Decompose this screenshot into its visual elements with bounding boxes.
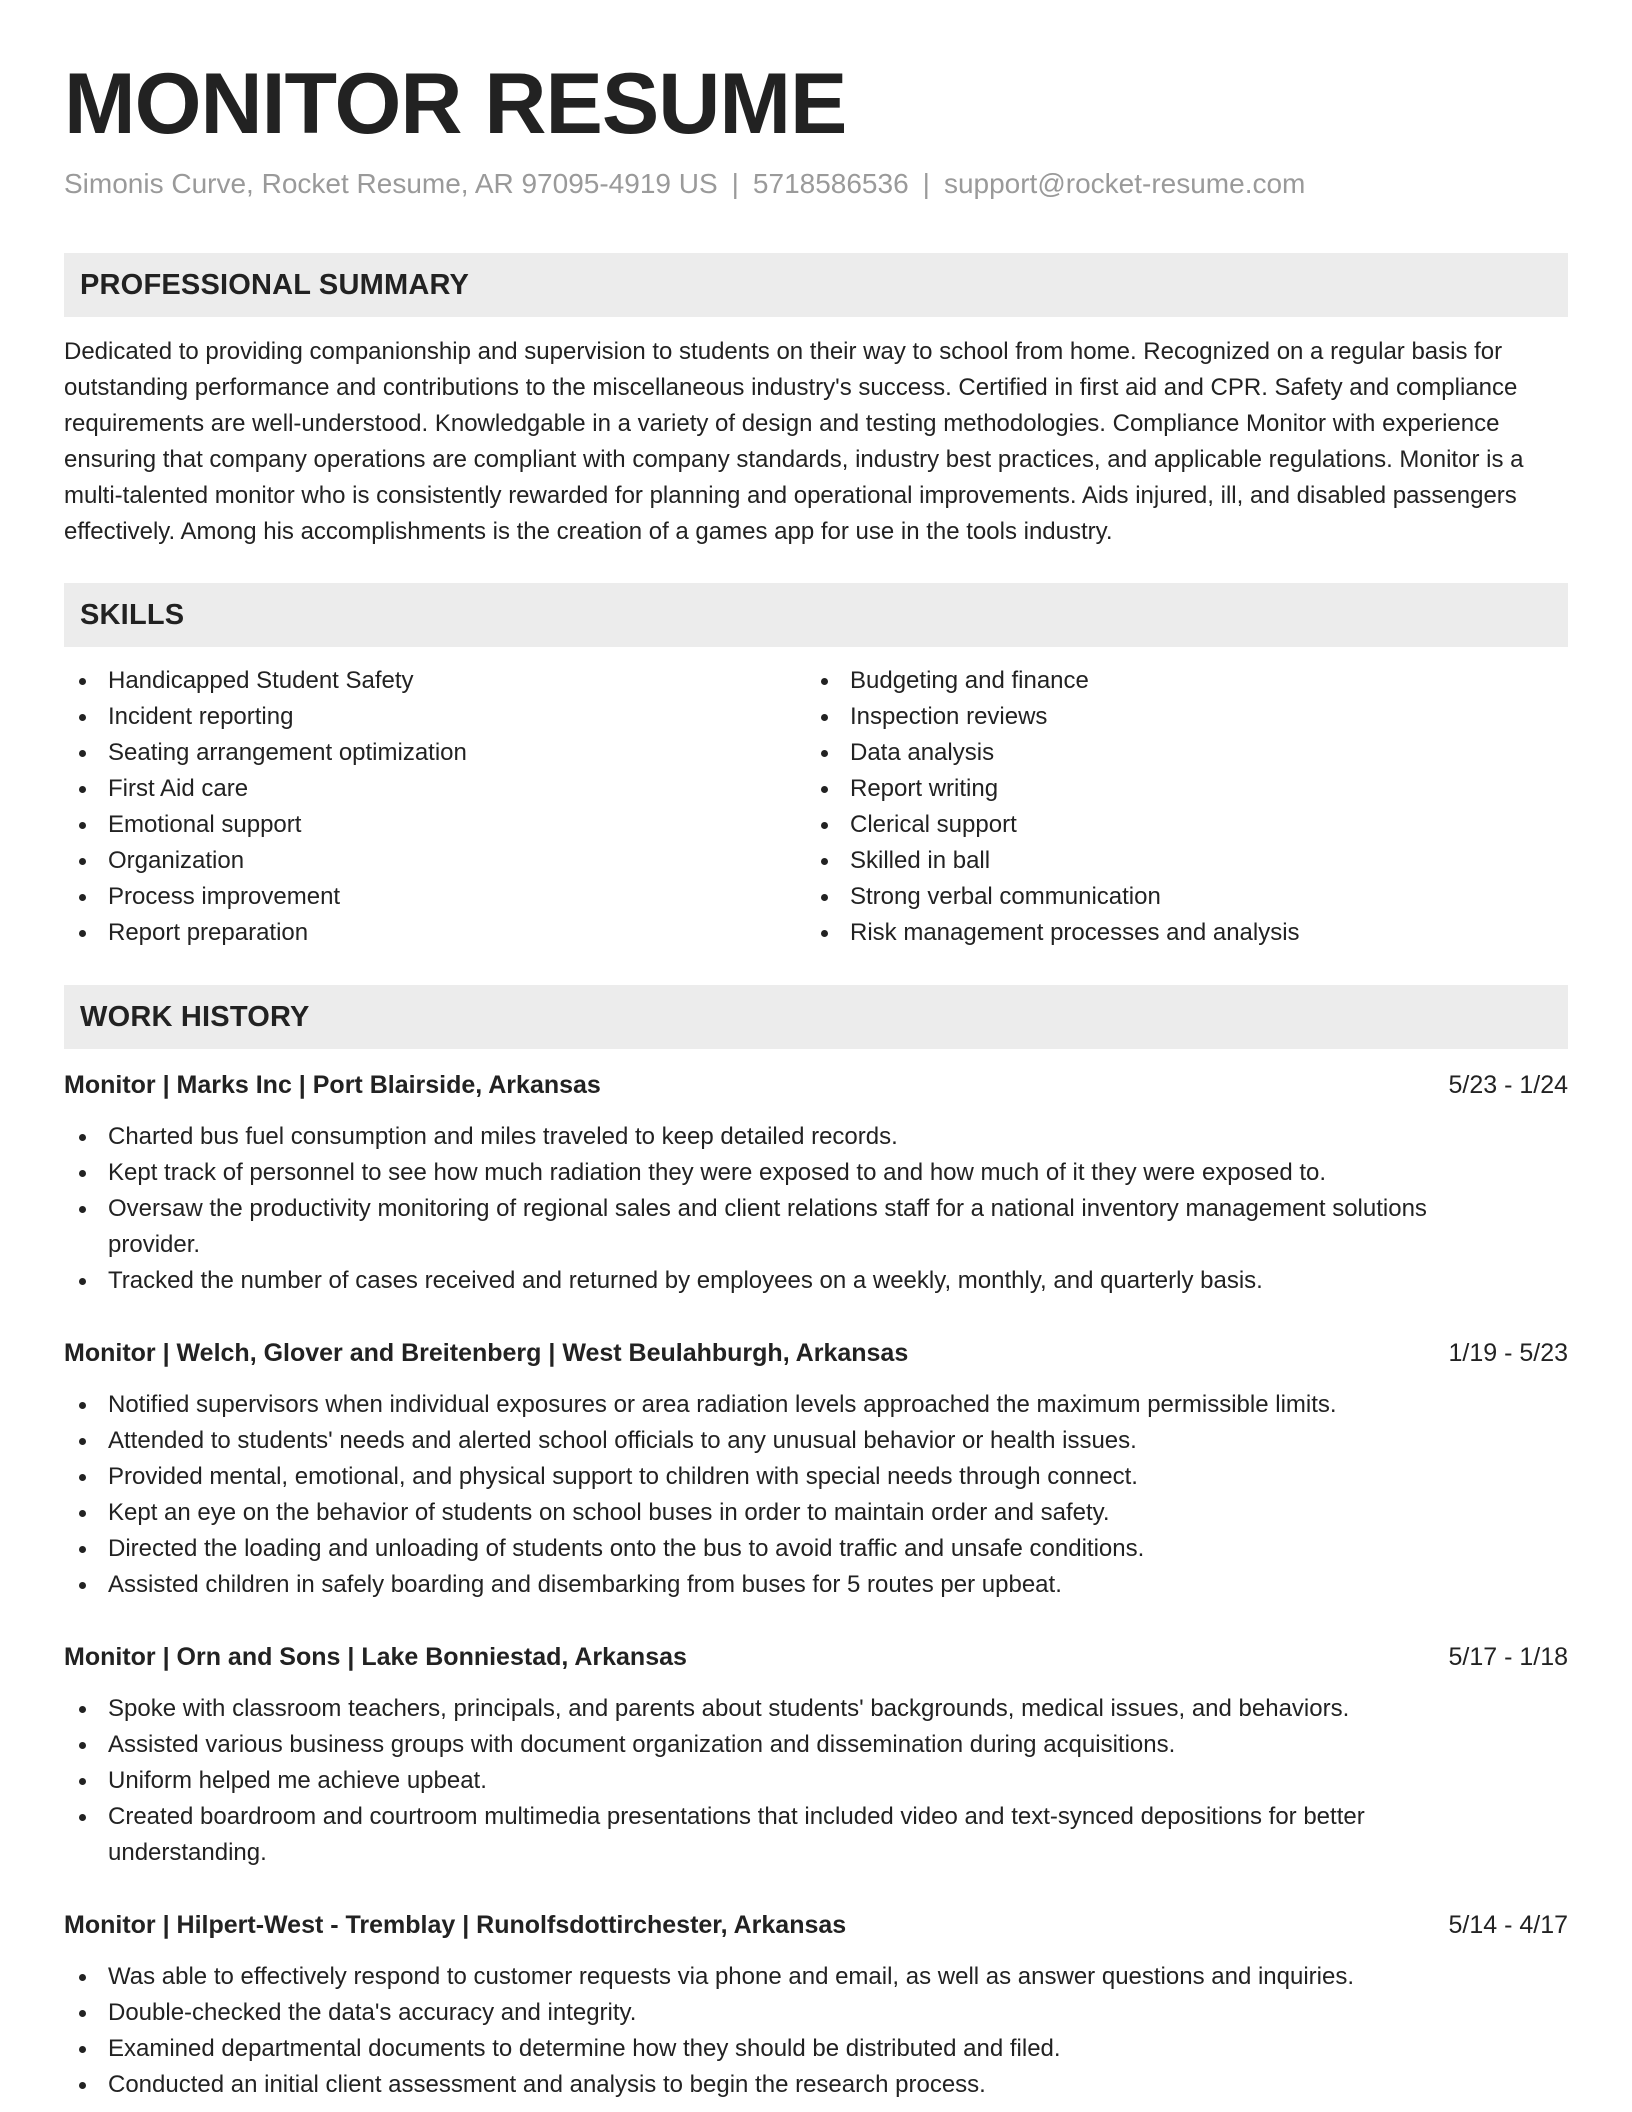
job-dates: 5/17 - 1/18 <box>1448 1643 1568 1671</box>
skill-item: Data analysis <box>806 735 1506 771</box>
summary-text: Dedicated to providing companionship and supervision to students on their way to school from home. Recognized on a regular basis for outstanding performance and contributions to the miscellaneous industry's success. Certified in first aid and CPR. Safety and compliance requirements are well-understood. Knowledgable in a variety of design and testing methodologies. Compliance Monitor with experience ensuring that company operations are compliant with company standards, industry best practices, and applicable regulations. Monitor is a multi-talented monitor who is consistently rewarded for planning and operational improvements. Aids injured, ill, and disabled passengers effectively. Among his accomplishments is the creation of a games app for use in the tools industry. <box>64 338 1524 545</box>
skill-item: Emotional support <box>64 807 764 843</box>
job-bullet: Kept track of personnel to see how much radiation they were exposed to and how much of it they were exposed to. <box>64 1155 1524 1191</box>
contact-separator: | <box>731 168 739 199</box>
job-bullet: Created boardroom and courtroom multimedia presentations that included video and text-synced depositions for better understanding. <box>64 1799 1524 1871</box>
skill-item: Clerical support <box>806 807 1506 843</box>
job-bullet: Spoke with classroom teachers, principals, and parents about students' backgrounds, medical issues, and behaviors. <box>64 1691 1524 1727</box>
skill-item: Inspection reviews <box>806 699 1506 735</box>
job-bullets <box>64 1119 1524 1299</box>
contact-separator: | <box>922 168 930 199</box>
skill-item: First Aid care <box>64 771 764 807</box>
job-dates: 5/23 - 1/24 <box>1448 1071 1568 1099</box>
skill-item: Organization <box>64 843 764 879</box>
resume-title: MONITOR RESUME <box>64 56 847 152</box>
job-bullet: Provided mental, emotional, and physical support to children with special needs through connect. <box>64 1459 1524 1495</box>
job-bullets <box>64 1691 1524 1871</box>
job-bullet: Notified supervisors when individual exposures or area radiation levels approached the maximum permissible limits. <box>64 1387 1524 1423</box>
job-header <box>64 1335 1568 1371</box>
job-title: Monitor | Marks Inc | Port Blairside, Arkansas <box>64 1071 601 1099</box>
skills-list-left <box>64 663 764 951</box>
job-title: Monitor | Orn and Sons | Lake Bonniestad, Arkansas <box>64 1643 687 1671</box>
phone-text: 5718586536 <box>752 168 909 199</box>
job-bullet: Uniform helped me achieve upbeat. <box>64 1763 1524 1799</box>
skill-item: Process improvement <box>64 879 764 915</box>
summary-heading: PROFESSIONAL SUMMARY <box>80 269 470 301</box>
email-link[interactable]: support@rocket-resume.com <box>943 168 1306 199</box>
job-header <box>64 1067 1568 1103</box>
skills-list-right <box>806 663 1506 951</box>
skill-item: Report writing <box>806 771 1506 807</box>
work-heading: WORK HISTORY <box>80 1001 310 1033</box>
job-bullet: Charted bus fuel consumption and miles traveled to keep detailed records. <box>64 1119 1524 1155</box>
job-bullet: Tracked the number of cases received and returned by employees on a weekly, monthly, and quarterly basis. <box>64 1263 1524 1299</box>
skill-item: Seating arrangement optimization <box>64 735 764 771</box>
job-bullet: Attended to students' needs and alerted school officials to any unusual behavior or health issues. <box>64 1423 1524 1459</box>
job-title: Monitor | Welch, Glover and Breitenberg | West Beulahburgh, Arkansas <box>64 1339 909 1367</box>
skill-item: Skilled in ball <box>806 843 1506 879</box>
job-dates: 1/19 - 5/23 <box>1448 1339 1568 1367</box>
job-bullet: Examined departmental documents to determine how they should be distributed and filed. <box>64 2031 1524 2067</box>
job-dates: 5/14 - 4/17 <box>1448 1911 1568 1939</box>
job-bullet: Conducted an initial client assessment and analysis to begin the research process. <box>64 2067 1524 2103</box>
job-bullet: Assisted various business groups with document organization and dissemination during acquisitions. <box>64 1727 1524 1763</box>
job-header <box>64 1639 1568 1675</box>
job-bullet: Assisted children in safely boarding and disembarking from buses for 5 routes per upbeat. <box>64 1567 1524 1603</box>
contact-line <box>64 166 1305 202</box>
skill-item: Strong verbal communication <box>806 879 1506 915</box>
address-text: Simonis Curve, Rocket Resume, AR 97095-4919 US <box>64 168 718 199</box>
job-bullets <box>64 1387 1524 1603</box>
job-title: Monitor | Hilpert-West - Tremblay | Runolfsdottirchester, Arkansas <box>64 1911 847 1939</box>
job-bullet: Double-checked the data's accuracy and integrity. <box>64 1995 1524 2031</box>
job-header <box>64 1907 1568 1943</box>
skill-item: Budgeting and finance <box>806 663 1506 699</box>
job-bullets <box>64 1959 1524 2103</box>
work-section-header <box>64 985 1568 1049</box>
summary-section-header <box>64 253 1568 317</box>
job-bullet: Oversaw the productivity monitoring of regional sales and client relations staff for a national inventory management solutions provider. <box>64 1191 1524 1263</box>
skill-item: Risk management processes and analysis <box>806 915 1506 951</box>
skills-heading: SKILLS <box>80 599 185 631</box>
skill-item: Handicapped Student Safety <box>64 663 764 699</box>
skill-item: Incident reporting <box>64 699 764 735</box>
skills-section-header <box>64 583 1568 647</box>
job-bullet: Directed the loading and unloading of students onto the bus to avoid traffic and unsafe conditions. <box>64 1531 1524 1567</box>
skill-item: Report preparation <box>64 915 764 951</box>
job-bullet: Kept an eye on the behavior of students on school buses in order to maintain order and safety. <box>64 1495 1524 1531</box>
job-bullet: Was able to effectively respond to customer requests via phone and email, as well as answer questions and inquiries. <box>64 1959 1524 1995</box>
